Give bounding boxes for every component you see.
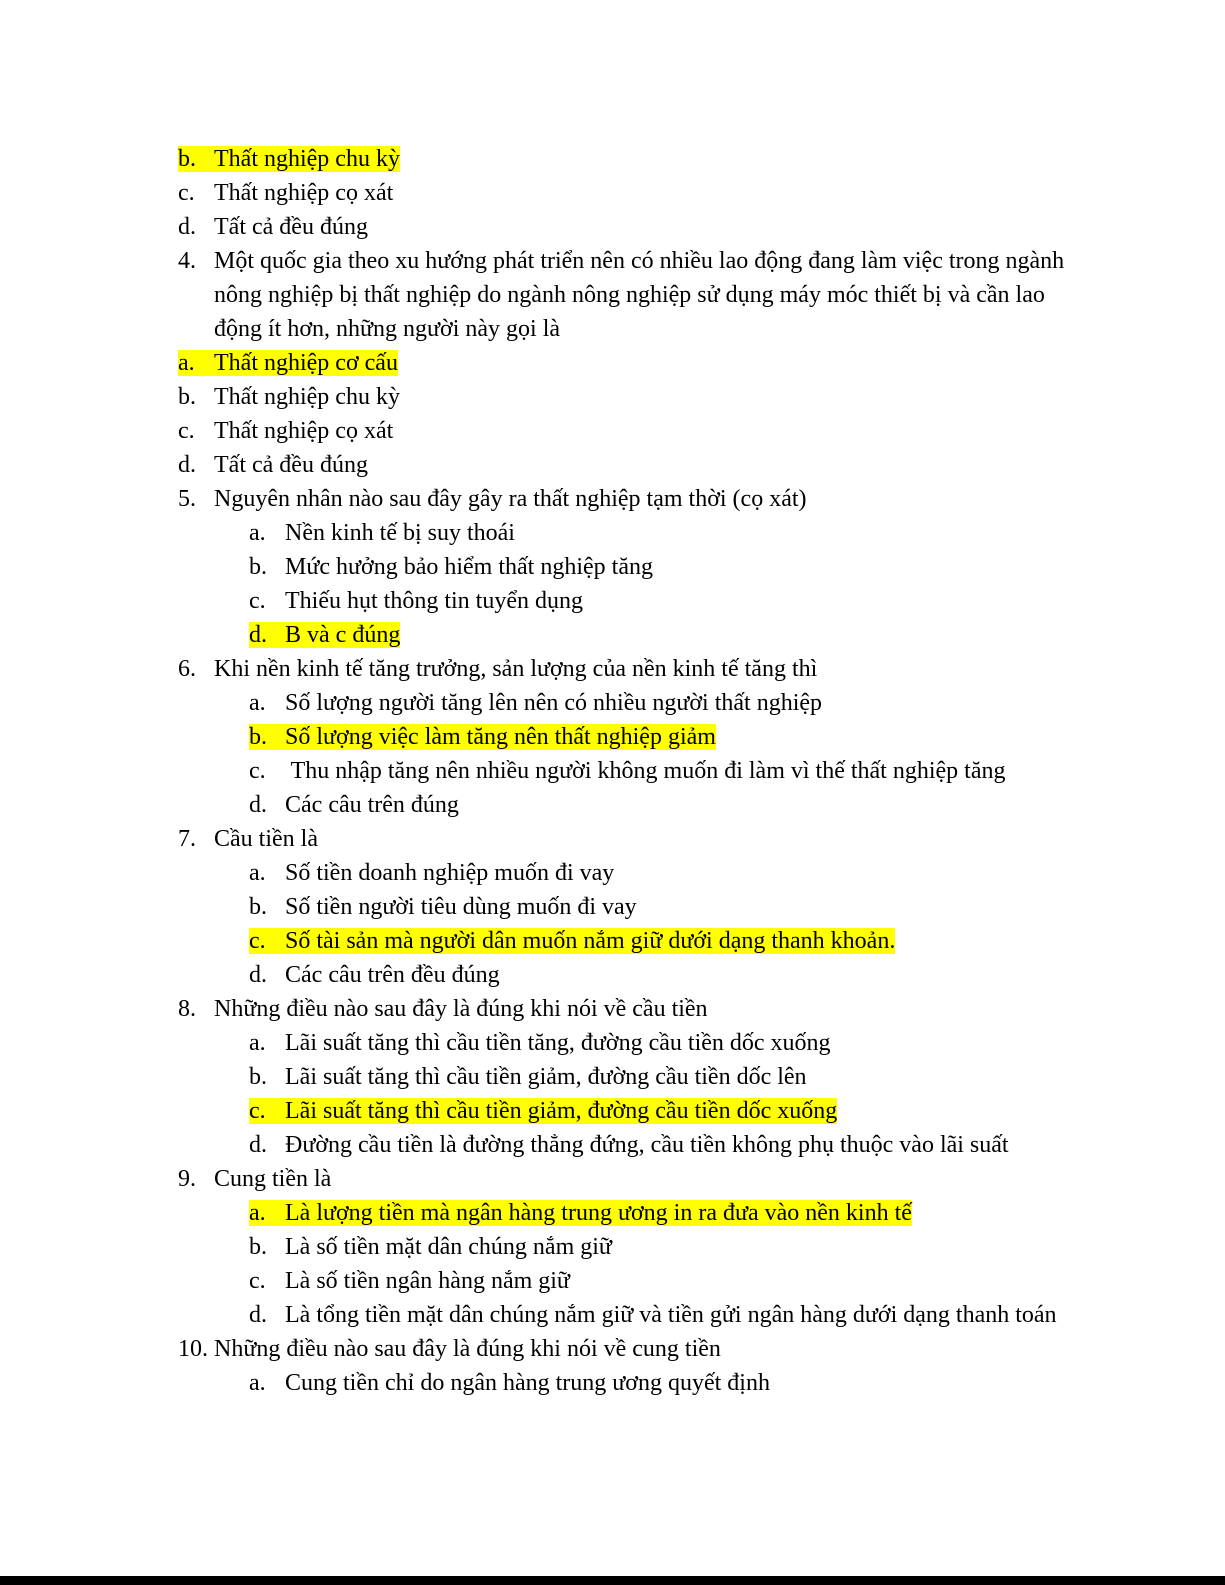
- quiz-content: [178, 142, 1178, 1400]
- answer-option-highlighted: [178, 720, 1178, 754]
- page-bottom-border: [0, 1576, 1225, 1585]
- option-text: Là số tiền mặt dân chúng nắm giữ: [285, 1234, 612, 1260]
- question-number: 10.: [178, 1336, 208, 1362]
- question-line: [178, 992, 1178, 1026]
- answer-option-highlighted: [178, 618, 1178, 652]
- answer-option-highlighted: [178, 924, 1178, 958]
- option-text: Thất nghiệp cơ cấu: [214, 350, 398, 376]
- answer-option: [178, 414, 1178, 448]
- option-letter: d.: [249, 1302, 267, 1328]
- answer-option: [178, 1128, 1178, 1162]
- option-text: Cung tiền chỉ do ngân hàng trung ương quyết định: [285, 1370, 770, 1396]
- option-body: [249, 520, 515, 546]
- option-body: [249, 724, 716, 750]
- option-body: [178, 418, 393, 444]
- option-letter: b.: [249, 1064, 267, 1090]
- answer-option: [178, 788, 1178, 822]
- answer-option: [178, 890, 1178, 924]
- option-text: Thất nghiệp cọ xát: [214, 180, 394, 206]
- question-continuation-line: [178, 278, 1178, 312]
- question-line: [178, 652, 1178, 686]
- answer-option: [178, 1026, 1178, 1060]
- option-body: [249, 588, 583, 614]
- question-number: 5.: [178, 486, 196, 512]
- option-letter: a.: [249, 1200, 266, 1226]
- option-text: Các câu trên đều đúng: [285, 962, 500, 988]
- option-letter: a.: [249, 860, 266, 886]
- option-text: Tất cả đều đúng: [214, 452, 368, 478]
- answer-option: [178, 686, 1178, 720]
- question-text: Khi nền kinh tế tăng trưởng, sản lượng của nền kinh tế tăng thì: [214, 656, 818, 682]
- answer-option: [178, 448, 1178, 482]
- option-letter: a.: [178, 350, 195, 376]
- option-text: Thất nghiệp chu kỳ: [214, 146, 400, 172]
- option-body: [249, 622, 400, 648]
- option-text: Là số tiền ngân hàng nắm giữ: [285, 1268, 570, 1294]
- option-letter: b.: [249, 894, 267, 920]
- question-text: Cung tiền là: [214, 1166, 332, 1192]
- option-letter: c.: [249, 588, 266, 614]
- answer-option-highlighted: [178, 142, 1178, 176]
- option-letter: a.: [249, 520, 266, 546]
- option-text: Số tiền doanh nghiệp muốn đi vay: [285, 860, 615, 886]
- option-text: Tất cả đều đúng: [214, 214, 368, 240]
- option-text: Lãi suất tăng thì cầu tiền giảm, đường cầu tiền dốc lên: [285, 1064, 807, 1090]
- option-letter: d.: [249, 622, 267, 648]
- option-text: Thất nghiệp chu kỳ: [214, 384, 400, 410]
- option-text: Thất nghiệp cọ xát: [214, 418, 394, 444]
- option-text: Số tiền người tiêu dùng muốn đi vay: [285, 894, 637, 920]
- option-text: Là lượng tiền mà ngân hàng trung ương in ra đưa vào nền kinh tế: [285, 1200, 912, 1226]
- option-letter: a.: [249, 690, 266, 716]
- option-letter: a.: [249, 1370, 266, 1396]
- option-body: [249, 894, 637, 920]
- question-line: [178, 1162, 1178, 1196]
- answer-option: [178, 516, 1178, 550]
- question-continuation-line: [178, 312, 1178, 346]
- option-text: Số lượng người tăng lên nên có nhiều người thất nghiệp: [285, 690, 823, 716]
- option-body: [249, 1064, 807, 1090]
- option-letter: c.: [249, 928, 266, 954]
- option-body: [178, 350, 398, 376]
- option-letter: d.: [249, 1132, 267, 1158]
- option-letter: a.: [249, 1030, 266, 1056]
- option-body: [178, 146, 400, 172]
- answer-option: [178, 1230, 1178, 1264]
- option-letter: b.: [249, 724, 267, 750]
- option-body: [249, 792, 459, 818]
- option-body: [249, 1234, 612, 1260]
- option-letter: b.: [249, 1234, 267, 1260]
- option-letter: d.: [178, 452, 196, 478]
- option-body: [178, 452, 368, 478]
- option-text: Mức hưởng bảo hiểm thất nghiệp tăng: [285, 554, 653, 580]
- question-line: [178, 822, 1178, 856]
- question-text: động ít hơn, những người này gọi là: [214, 316, 561, 342]
- option-letter: b.: [178, 146, 196, 172]
- option-body: [249, 758, 1005, 784]
- answer-option: [178, 856, 1178, 890]
- answer-option: [178, 958, 1178, 992]
- answer-option: [178, 1298, 1178, 1332]
- option-body: [249, 554, 653, 580]
- option-body: [249, 1030, 831, 1056]
- answer-option-highlighted: [178, 346, 1178, 380]
- question-text: nông nghiệp bị thất nghiệp do ngành nông nghiệp sử dụng máy móc thiết bị và cần lao: [214, 282, 1045, 308]
- answer-option-highlighted: [178, 1196, 1178, 1230]
- question-number: 8.: [178, 996, 196, 1022]
- question-text: Những điều nào sau đây là đúng khi nói về cầu tiền: [214, 996, 708, 1022]
- option-body: [249, 1302, 1057, 1328]
- option-body: [249, 690, 822, 716]
- answer-option: [178, 754, 1178, 788]
- option-text: Thiếu hụt thông tin tuyển dụng: [285, 588, 583, 614]
- option-body: [249, 1268, 570, 1294]
- question-text: Một quốc gia theo xu hướng phát triển nên có nhiều lao động đang làm việc trong ngành: [214, 248, 1065, 274]
- question-number: 6.: [178, 656, 196, 682]
- answer-option: [178, 1366, 1178, 1400]
- option-text: Là tổng tiền mặt dân chúng nắm giữ và tiền gửi ngân hàng dưới dạng thanh toán: [285, 1302, 1057, 1328]
- option-body: [249, 1200, 912, 1226]
- option-text: Lãi suất tăng thì cầu tiền giảm, đường cầu tiền dốc xuống: [285, 1098, 838, 1124]
- option-letter: c.: [178, 418, 195, 444]
- option-text: Số lượng việc làm tăng nên thất nghiệp giảm: [285, 724, 716, 750]
- option-letter: c.: [249, 1098, 266, 1124]
- answer-option: [178, 584, 1178, 618]
- option-text: Đường cầu tiền là đường thẳng đứng, cầu tiền không phụ thuộc vào lãi suất: [285, 1132, 1009, 1158]
- question-text: Nguyên nhân nào sau đây gây ra thất nghiệp tạm thời (cọ xát): [214, 486, 807, 512]
- option-letter: c.: [249, 1268, 266, 1294]
- question-text: Những điều nào sau đây là đúng khi nói về cung tiền: [214, 1336, 721, 1362]
- question-line: [178, 1332, 1178, 1366]
- answer-option: [178, 176, 1178, 210]
- option-text: B và c đúng: [285, 622, 401, 648]
- option-text: Thu nhập tăng nên nhiều người không muốn đi làm vì thế thất nghiệp tăng: [285, 758, 1006, 784]
- option-body: [249, 928, 895, 954]
- option-text: Lãi suất tăng thì cầu tiền tăng, đường cầu tiền dốc xuống: [285, 1030, 831, 1056]
- option-letter: b.: [178, 384, 196, 410]
- option-letter: b.: [249, 554, 267, 580]
- option-body: [178, 214, 368, 240]
- option-letter: d.: [178, 214, 196, 240]
- question-line: [178, 244, 1178, 278]
- question-line: [178, 482, 1178, 516]
- question-number: 4.: [178, 248, 196, 274]
- option-body: [249, 962, 500, 988]
- question-number: 7.: [178, 826, 196, 852]
- answer-option-highlighted: [178, 1094, 1178, 1128]
- option-letter: d.: [249, 962, 267, 988]
- option-body: [249, 1132, 1009, 1158]
- option-body: [249, 860, 614, 886]
- option-body: [178, 180, 393, 206]
- option-text: Nền kinh tế bị suy thoái: [285, 520, 515, 546]
- option-letter: c.: [178, 180, 195, 206]
- answer-option: [178, 1060, 1178, 1094]
- answer-option: [178, 380, 1178, 414]
- option-letter: d.: [249, 792, 267, 818]
- question-text: Cầu tiền là: [214, 826, 318, 852]
- option-body: [249, 1098, 837, 1124]
- option-letter: c.: [249, 758, 266, 784]
- option-body: [249, 1370, 770, 1396]
- answer-option: [178, 210, 1178, 244]
- answer-option: [178, 550, 1178, 584]
- option-body: [178, 384, 400, 410]
- answer-option: [178, 1264, 1178, 1298]
- question-number: 9.: [178, 1166, 196, 1192]
- option-text: Số tài sản mà người dân muốn nắm giữ dưới dạng thanh khoản.: [285, 928, 896, 954]
- option-text: Các câu trên đúng: [285, 792, 459, 818]
